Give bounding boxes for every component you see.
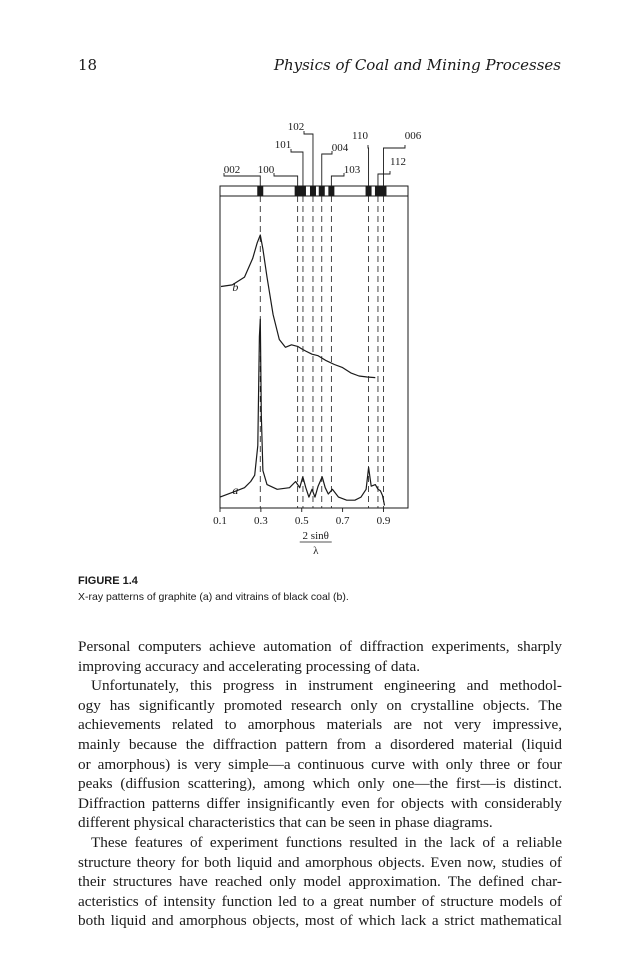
reflection-leader [322, 151, 332, 186]
x-tick-label: 0.1 [213, 515, 227, 527]
reflection-leader [368, 145, 369, 186]
reflection-label: 004 [331, 142, 349, 154]
reflection-mark [295, 186, 301, 196]
reflection-label: 100 [257, 164, 275, 176]
reflection-label: 102 [287, 121, 305, 133]
body-line: Unfortunately, this progress in instrument engineering and methodol- [91, 677, 562, 695]
reflection-label: 101 [274, 139, 292, 151]
reflection-label: 006 [404, 130, 422, 142]
body-line: different physical characteristics that can be seen in phase diagrams. [78, 814, 493, 832]
body-line: structure theory for both liquid and amorphous objects. Even now, studies of [78, 853, 562, 871]
body-line: their structures have reached only model approximation. The defined char- [78, 873, 562, 891]
x-tick-label: 0.5 [294, 515, 309, 527]
x-axis-label-denominator: λ [313, 545, 319, 557]
body-line: Diffraction patterns differ insignificantly even for objects with considerably [78, 794, 562, 812]
figure-label: FIGURE 1.4 [78, 575, 138, 587]
reflection-mark [257, 186, 263, 196]
plot-box [220, 196, 408, 508]
x-axis [213, 508, 391, 557]
body-line: Personal computers achieve automation of diffraction experiments, sharply [78, 638, 562, 655]
body-line: acteristics of intensity function led to a great number of structure models of [78, 892, 562, 910]
body-line: ogy has significantly promoted research only on crystalline objects. The [78, 696, 562, 714]
reflection-mark [310, 186, 316, 196]
reflection-mark [319, 186, 325, 196]
reflection-markers [224, 121, 422, 508]
reflection-mark [328, 186, 334, 196]
body-line: These features of experiment functions resulted in the lack of a reliable [91, 833, 562, 851]
body-line: both liquid and amorphous objects, most of which lack a strict mathematical [78, 912, 562, 930]
x-tick-label: 0.7 [335, 515, 350, 527]
curve-label-b: b [232, 280, 239, 295]
reflection-label: 112 [389, 156, 407, 168]
reflection-leader [331, 173, 344, 186]
running-head: Physics of Coal and Mining Processes [273, 56, 561, 74]
diffraction-curves [220, 235, 385, 506]
reflection-leader [304, 131, 313, 186]
body-line: improving accuracy and accelerating processing of data. [78, 657, 420, 675]
reflection-label: 110 [351, 130, 369, 142]
reflection-leader [378, 171, 390, 186]
figure-caption: X-ray patterns of graphite (a) and vitrains of black coal (b). [78, 591, 349, 603]
reflection-mark [380, 186, 386, 196]
body-line: peaks (diffusion scattering), among which only one—the first—is distinct. [78, 775, 562, 793]
reflection-leader [274, 173, 298, 186]
reflection-label: 103 [343, 164, 361, 176]
plot-frame [220, 186, 408, 508]
x-tick-label: 0.3 [253, 515, 268, 527]
reflection-mark [375, 186, 381, 196]
curve-b [221, 235, 375, 378]
body-line: mainly because the diffraction pattern from a disordered material (liquid [78, 735, 562, 753]
reflection-label: 002 [223, 164, 241, 176]
body-line: achievements related to amorphous materials are not very impressive, [78, 716, 562, 734]
curve-label-a: a [232, 482, 239, 497]
reflection-mark [366, 186, 372, 196]
x-axis-label-numerator: 2 sinθ [302, 530, 329, 542]
reflection-mark [300, 186, 306, 196]
x-tick-label: 0.9 [376, 515, 391, 527]
body-text [78, 637, 562, 931]
page-number: 18 [78, 56, 98, 74]
curve-a [220, 319, 385, 505]
reflection-leader [291, 149, 303, 186]
body-line: or amorphous) is very simple—a continuous curve with only three or four [78, 755, 562, 773]
